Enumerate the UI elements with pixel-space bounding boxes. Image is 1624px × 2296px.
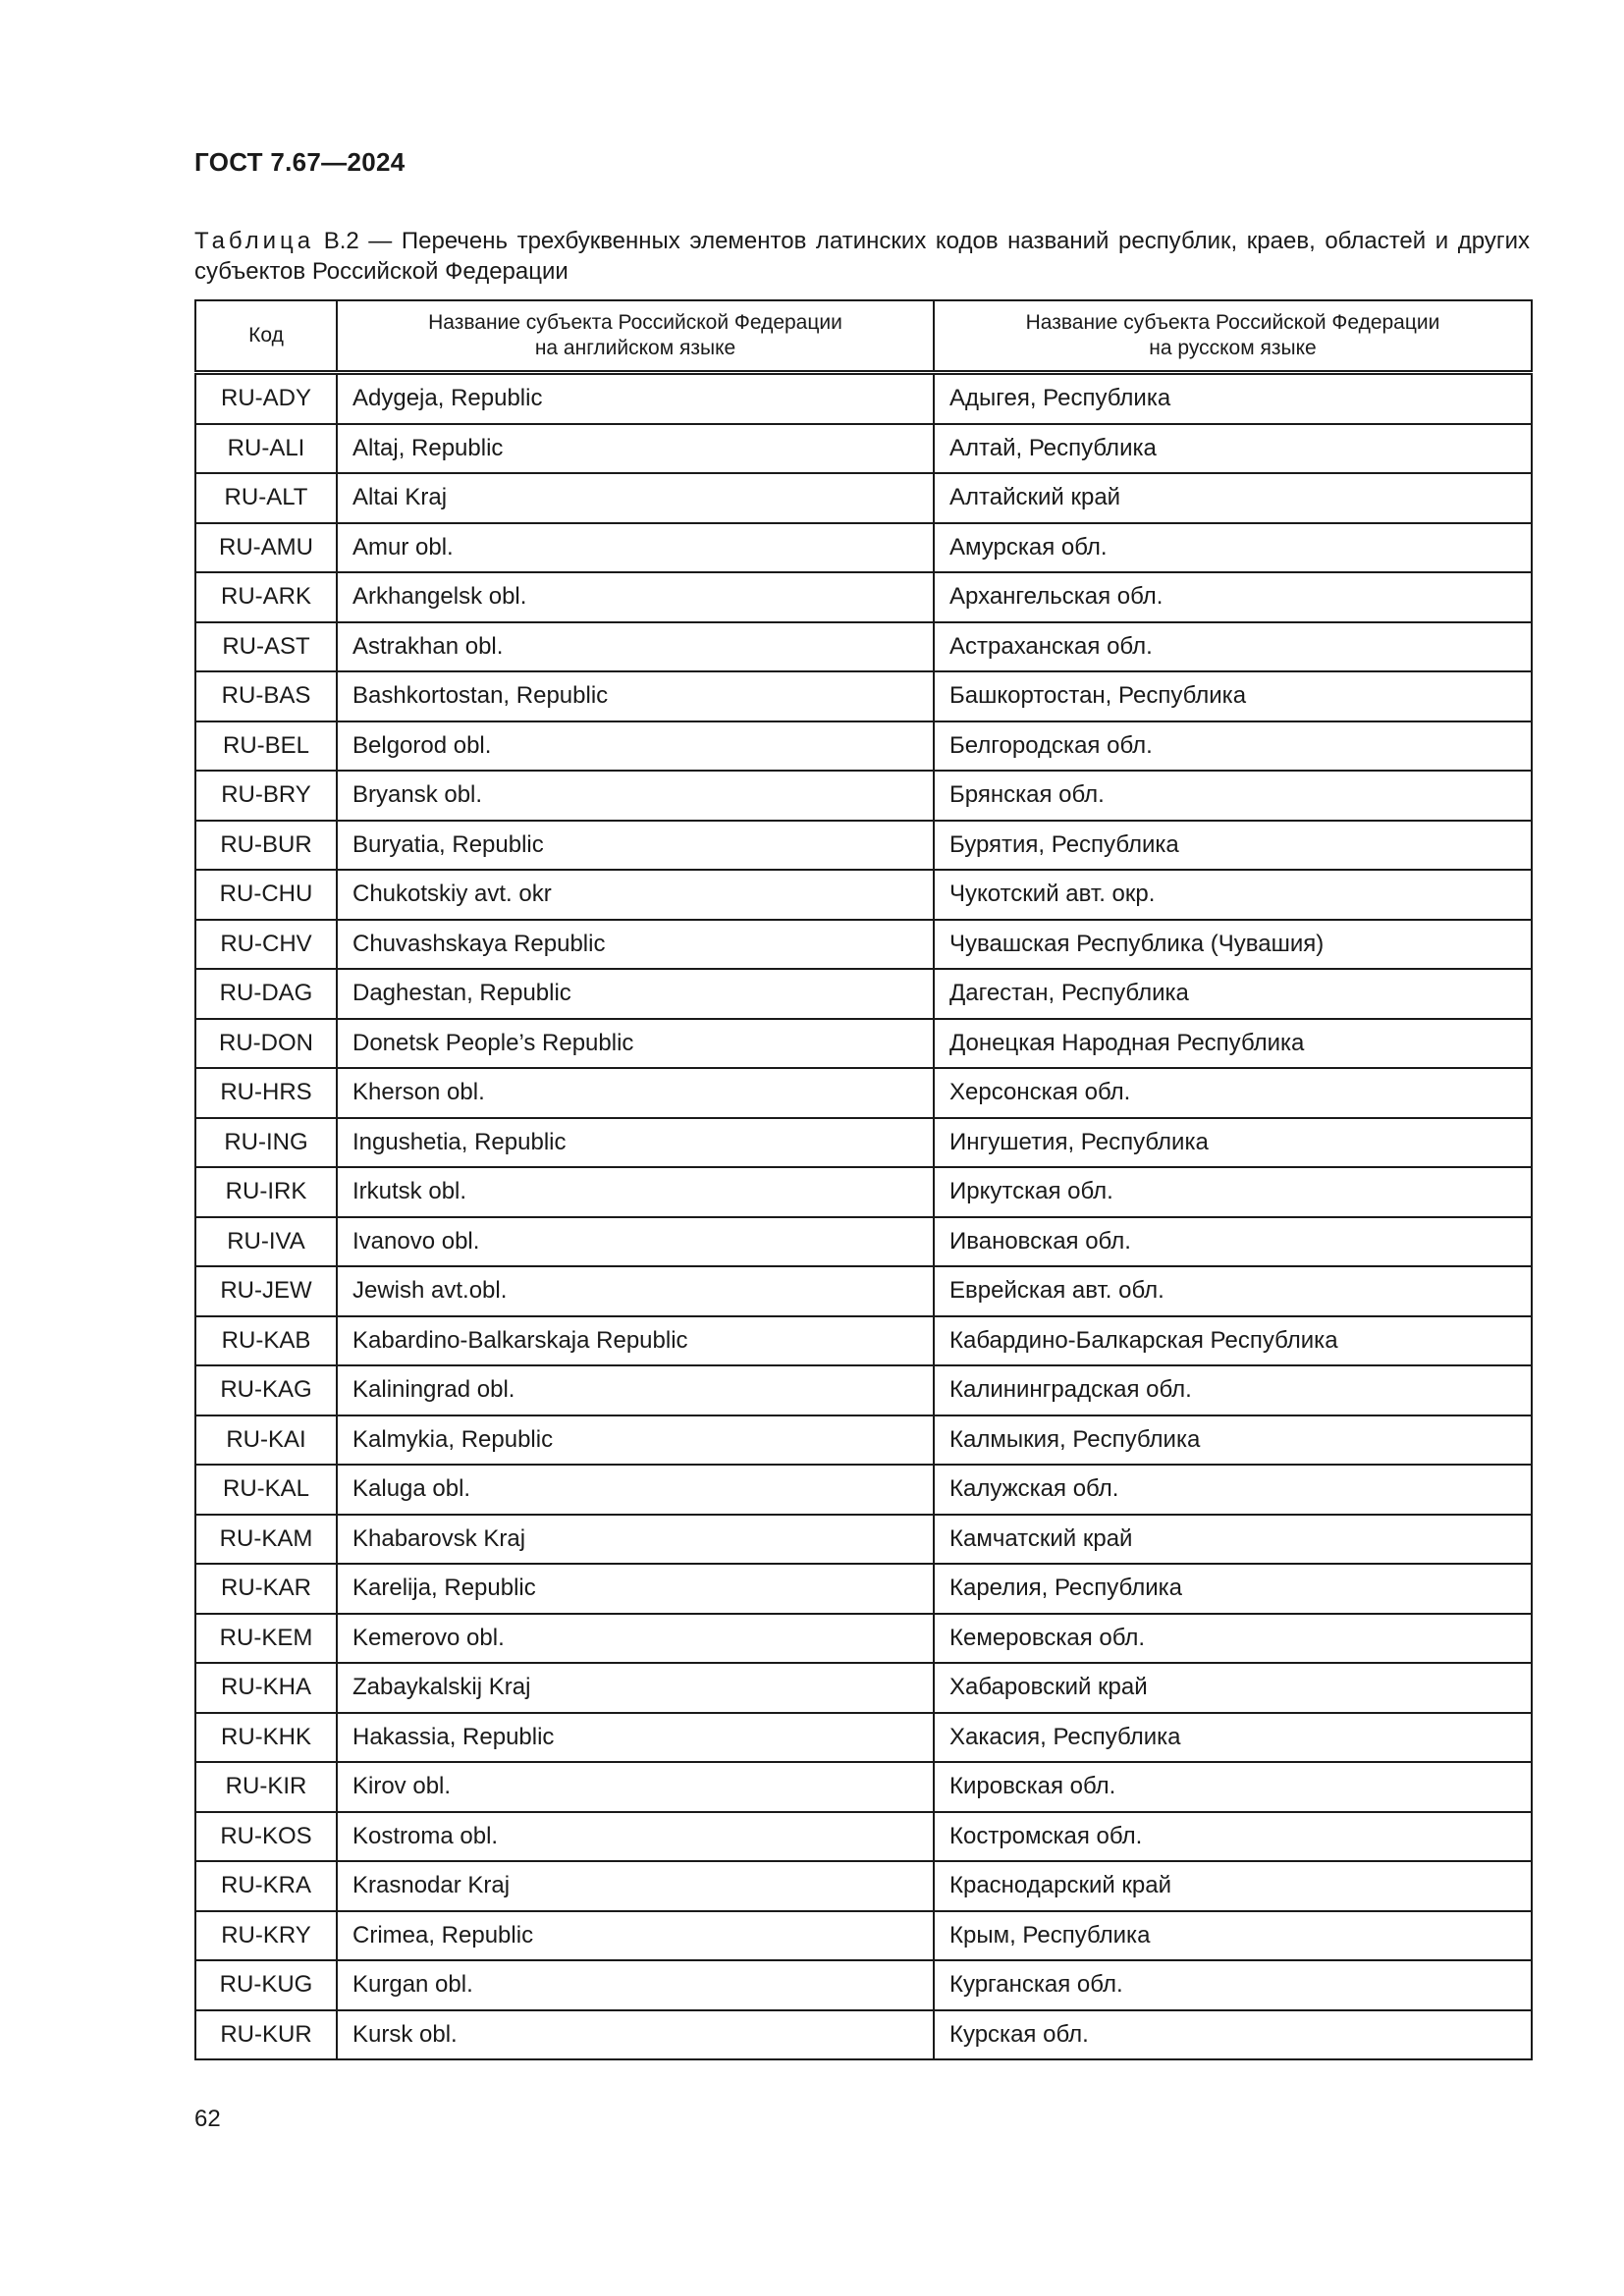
table-row [195,1167,1532,1217]
subject-code-cell: RU-ALI [195,424,337,474]
russian-name-cell: Кабардино-Балкарская Республика [934,1316,1532,1366]
subject-code-cell: RU-DAG [195,969,337,1019]
subject-code-cell: RU-ING [195,1118,337,1168]
table-row [195,821,1532,871]
english-name-cell: Astrakhan obl. [337,622,934,672]
subject-code-cell: RU-BUR [195,821,337,871]
russian-name-cell: Калмыкия, Республика [934,1415,1532,1466]
russian-name-cell: Херсонская обл. [934,1068,1532,1118]
russian-name-cell: Алтайский край [934,473,1532,523]
english-name-cell: Kostroma obl. [337,1812,934,1862]
subject-code-cell: RU-BAS [195,671,337,721]
russian-name-cell: Адыгея, Республика [934,373,1532,424]
russian-name-cell: Амурская обл. [934,523,1532,573]
english-name-cell: Kirov obl. [337,1762,934,1812]
english-name-cell: Amur obl. [337,523,934,573]
english-name-cell: Jewish avt.obl. [337,1266,934,1316]
russian-name-cell: Чувашская Республика (Чувашия) [934,920,1532,970]
english-name-cell: Buryatia, Republic [337,821,934,871]
table-row [195,473,1532,523]
table-row [195,1911,1532,1961]
subject-code-cell: RU-ARK [195,572,337,622]
russian-name-cell: Хакасия, Республика [934,1713,1532,1763]
english-name-cell: Ingushetia, Republic [337,1118,934,1168]
subject-code-cell: RU-KHK [195,1713,337,1763]
table-row [195,1365,1532,1415]
subject-code-cell: RU-HRS [195,1068,337,1118]
russian-name-cell: Хабаровский край [934,1663,1532,1713]
russian-name-cell: Краснодарский край [934,1861,1532,1911]
english-name-cell: Hakassia, Republic [337,1713,934,1763]
english-name-cell: Crimea, Republic [337,1911,934,1961]
russian-name-cell: Ингушетия, Республика [934,1118,1532,1168]
table-row [195,1861,1532,1911]
subject-code-cell: RU-KRY [195,1911,337,1961]
english-name-cell: Adygeja, Republic [337,373,934,424]
table-row [195,1762,1532,1812]
subject-code-cell: RU-KAL [195,1465,337,1515]
english-name-cell: Khabarovsk Kraj [337,1515,934,1565]
english-name-cell: Altaj, Republic [337,424,934,474]
column-header-english [337,300,934,373]
subject-code-cell: RU-KUG [195,1960,337,2010]
english-name-cell: Zabaykalskij Kraj [337,1663,934,1713]
subject-code-cell: RU-KUR [195,2010,337,2060]
english-name-cell: Kalmykia, Republic [337,1415,934,1466]
russian-name-cell: Курганская обл. [934,1960,1532,2010]
subject-code-cell: RU-KOS [195,1812,337,1862]
subject-code-cell: RU-KAM [195,1515,337,1565]
english-name-cell: Bryansk obl. [337,771,934,821]
english-name-cell: Daghestan, Republic [337,969,934,1019]
russian-name-cell: Бурятия, Республика [934,821,1532,871]
table-header-row [195,300,1532,373]
table-row [195,1960,1532,2010]
russian-name-cell: Костромская обл. [934,1812,1532,1862]
english-name-cell: Chuvashskaya Republic [337,920,934,970]
english-name-cell: Arkhangelsk obl. [337,572,934,622]
russian-name-cell: Ивановская обл. [934,1217,1532,1267]
table-caption-label: Таблица [194,228,315,254]
russian-name-cell: Донецкая Народная Республика [934,1019,1532,1069]
column-header-english-line1: Название субъекта Российской Федерации [428,311,842,334]
russian-name-cell: Брянская обл. [934,771,1532,821]
table-row [195,1217,1532,1267]
russian-name-cell: Белгородская обл. [934,721,1532,772]
russian-name-cell: Архангельская обл. [934,572,1532,622]
subject-code-cell: RU-IRK [195,1167,337,1217]
english-name-cell: Kaliningrad obl. [337,1365,934,1415]
subject-code-cell: RU-ALT [195,473,337,523]
table-row [195,920,1532,970]
subject-code-cell: RU-AST [195,622,337,672]
english-name-cell: Kaluga obl. [337,1465,934,1515]
english-name-cell: Kherson obl. [337,1068,934,1118]
subject-code-cell: RU-KEM [195,1614,337,1664]
table-row [195,1118,1532,1168]
subject-codes-table [194,299,1533,2060]
russian-name-cell: Кировская обл. [934,1762,1532,1812]
table-row [195,424,1532,474]
table-caption [194,226,1530,287]
english-name-cell: Belgorod obl. [337,721,934,772]
table-row [195,1713,1532,1763]
table-row [195,622,1532,672]
table-row [195,721,1532,772]
table-row [195,1812,1532,1862]
russian-name-cell: Дагестан, Республика [934,969,1532,1019]
column-header-russian-line2: на русском языке [1149,337,1317,359]
subject-code-cell: RU-BRY [195,771,337,821]
table-row [195,671,1532,721]
subject-code-cell: RU-KAR [195,1564,337,1614]
table-row [195,2010,1532,2060]
english-name-cell: Altai Kraj [337,473,934,523]
subject-code-cell: RU-KAB [195,1316,337,1366]
english-name-cell: Kursk obl. [337,2010,934,2060]
column-header-english-line2: на английском языке [534,337,736,359]
page-number: 62 [194,2106,221,2132]
subject-code-cell: RU-IVA [195,1217,337,1267]
english-name-cell: Kemerovo obl. [337,1614,934,1664]
table-row [195,870,1532,920]
english-name-cell: Kabardino-Balkarskaja Republic [337,1316,934,1366]
russian-name-cell: Курская обл. [934,2010,1532,2060]
russian-name-cell: Калужская обл. [934,1465,1532,1515]
table-row [195,1019,1532,1069]
table-body [195,373,1532,2060]
table-row [195,373,1532,424]
subject-code-cell: RU-KIR [195,1762,337,1812]
table-row [195,1564,1532,1614]
column-header-russian [934,300,1532,373]
english-name-cell: Ivanovo obl. [337,1217,934,1267]
subject-code-cell: RU-CHV [195,920,337,970]
subject-code-cell: RU-ADY [195,373,337,424]
russian-name-cell: Чукотский авт. окр. [934,870,1532,920]
subject-code-cell: RU-KHA [195,1663,337,1713]
subject-code-cell: RU-DON [195,1019,337,1069]
table-row [195,523,1532,573]
english-name-cell: Chukotskiy avt. okr [337,870,934,920]
table-row [195,1068,1532,1118]
russian-name-cell: Башкортостан, Республика [934,671,1532,721]
russian-name-cell: Калининградская обл. [934,1365,1532,1415]
table-row [195,1316,1532,1366]
english-name-cell: Irkutsk obl. [337,1167,934,1217]
standard-designation: ГОСТ 7.67—2024 [194,147,406,177]
subject-code-cell: RU-BEL [195,721,337,772]
english-name-cell: Kurgan obl. [337,1960,934,2010]
subject-code-cell: RU-KRA [195,1861,337,1911]
english-name-cell: Krasnodar Kraj [337,1861,934,1911]
table-row [195,1266,1532,1316]
table-row [195,969,1532,1019]
table-row [195,771,1532,821]
russian-name-cell: Еврейская авт. обл. [934,1266,1532,1316]
table-row [195,1614,1532,1664]
table-row [195,1663,1532,1713]
column-header-russian-line1: Название субъекта Российской Федерации [1025,311,1440,334]
subject-code-cell: RU-JEW [195,1266,337,1316]
russian-name-cell: Иркутская обл. [934,1167,1532,1217]
table-row [195,1415,1532,1466]
russian-name-cell: Алтай, Республика [934,424,1532,474]
russian-name-cell: Карелия, Республика [934,1564,1532,1614]
russian-name-cell: Камчатский край [934,1515,1532,1565]
russian-name-cell: Астраханская обл. [934,622,1532,672]
table-row [195,572,1532,622]
table-row [195,1465,1532,1515]
subject-code-cell: RU-KAI [195,1415,337,1466]
english-name-cell: Donetsk People’s Republic [337,1019,934,1069]
subject-code-cell: RU-CHU [195,870,337,920]
russian-name-cell: Кемеровская обл. [934,1614,1532,1664]
table-row [195,1515,1532,1565]
english-name-cell: Karelija, Republic [337,1564,934,1614]
subject-code-cell: RU-AMU [195,523,337,573]
english-name-cell: Bashkortostan, Republic [337,671,934,721]
column-header-code: Код [195,300,337,373]
subject-code-cell: RU-KAG [195,1365,337,1415]
subject-codes-table-container [194,299,1533,2060]
russian-name-cell: Крым, Республика [934,1911,1532,1961]
table-caption-text: В.2 — Перечень трехбуквенных элементов латинских кодов названий республик, краев, областей и других субъектов Российской Федерации [194,228,1530,285]
